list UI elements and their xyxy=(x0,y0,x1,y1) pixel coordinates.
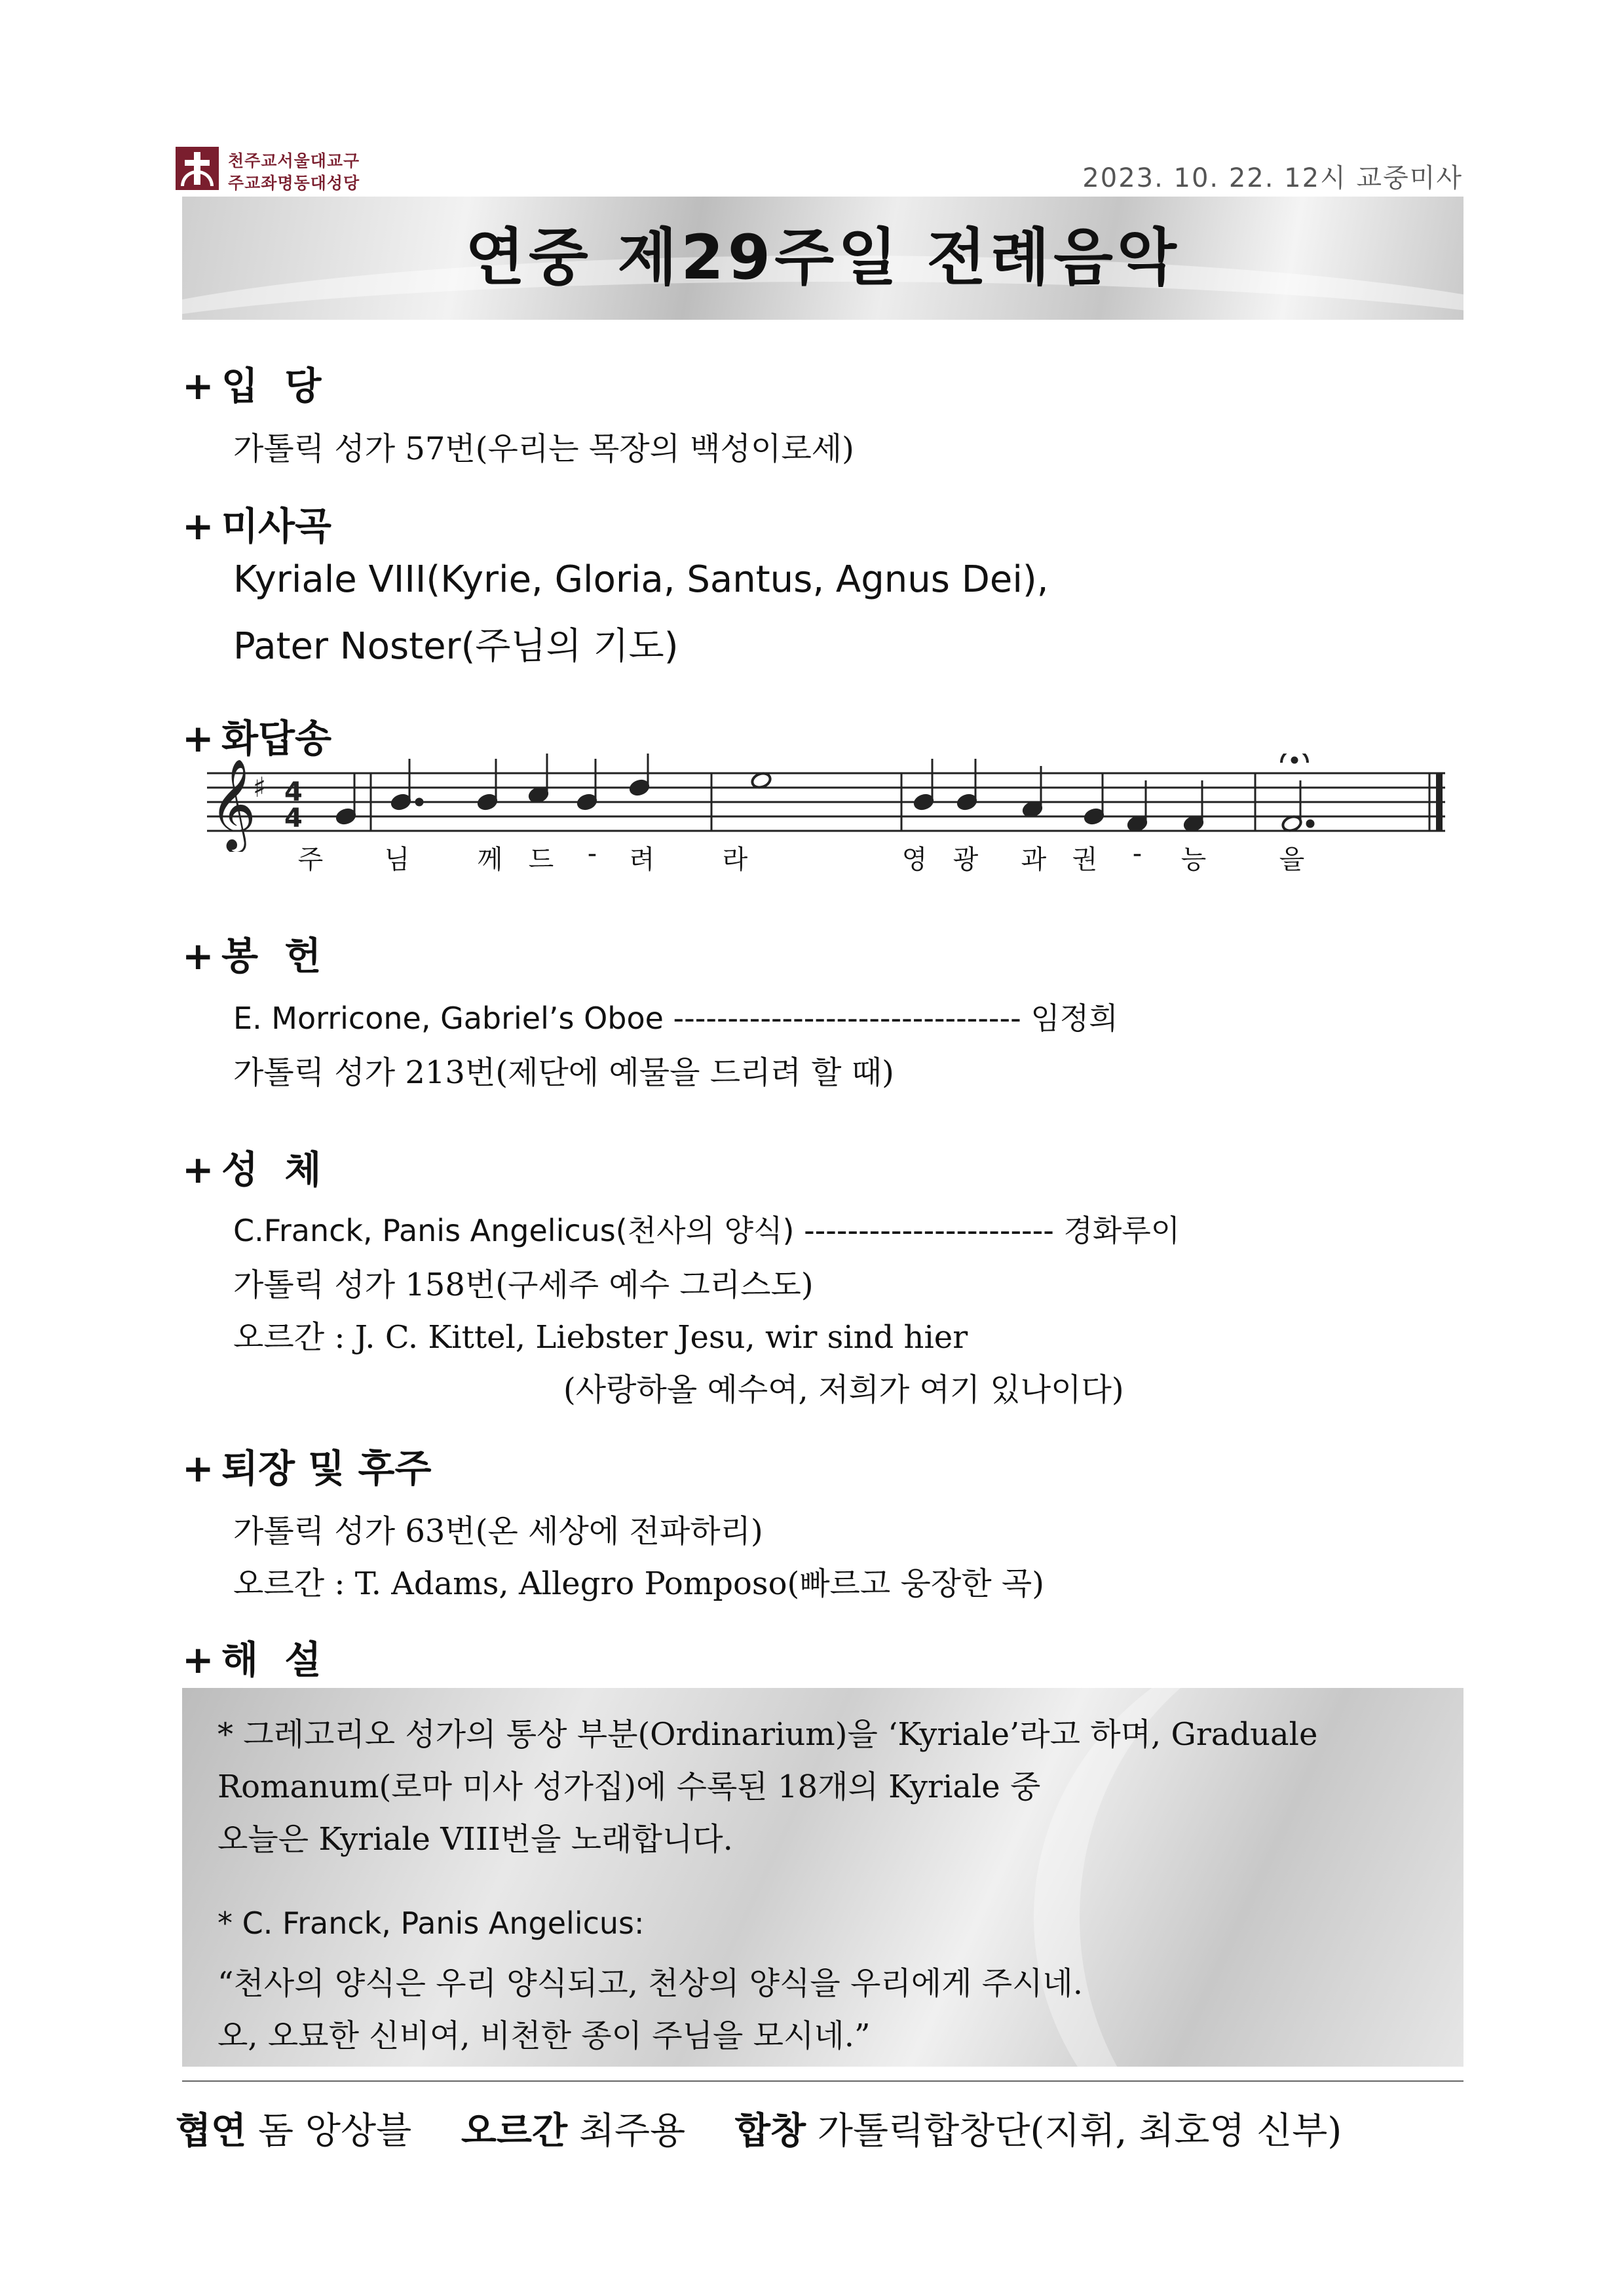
mass-date: 2023. 10. 22. 12시 교중미사 xyxy=(1082,163,1463,193)
footer-value-choir: 가톨릭합창단(지휘, 최호영 신부) xyxy=(817,2110,1342,2152)
section-heading-communion: + 성 체 xyxy=(182,1147,322,1192)
ordinary-line2: Pater Noster(주님의 기도) xyxy=(233,625,679,668)
commentary-p1-line1: * 그레고리오 성가의 통상 부분(Ordinarium)을 ‘Kyriale’라고 하며, Graduale xyxy=(217,1716,1318,1753)
logo-text-line1: 천주교서울대교구 xyxy=(228,151,360,170)
note-dot xyxy=(1307,820,1313,827)
offertory-hymn: 가톨릭 성가 213번(제단에 예물을 드리려 할 때) xyxy=(233,1054,894,1091)
communion-organ: 오르간 : J. C. Kittel, Liebster Jesu, wir sind hier xyxy=(233,1319,968,1356)
footer-label-organ: 오르간 xyxy=(461,2110,568,2152)
plus-icon: + xyxy=(182,1147,214,1192)
sharp-icon: ♯ xyxy=(253,771,267,803)
lyric-syllable: - xyxy=(1132,839,1142,869)
commentary-p2-line3: 오, 오묘한 신비여, 비천한 종이 주님을 모시네.” xyxy=(217,2018,871,2054)
communion-line1: C.Franck, Panis Angelicus(천사의 양식) ----------------------- 경화루이 xyxy=(233,1213,1180,1248)
lyric-syllable: 주 xyxy=(297,845,324,875)
logo-text-line2: 주교좌명동대성당 xyxy=(228,174,360,193)
cathedral-logo xyxy=(176,147,400,193)
plus-icon: + xyxy=(182,934,214,978)
time-signature-bottom: 4 xyxy=(284,803,303,833)
lyric-syllable: 능 xyxy=(1180,845,1207,875)
lyric-syllable: 광 xyxy=(953,845,979,875)
footer-value-organ: 최주용 xyxy=(578,2110,686,2152)
plus-icon: + xyxy=(182,716,214,761)
section-heading-entrance: + 입 당 xyxy=(182,364,322,408)
footer-value-ensemble: 돔 앙상블 xyxy=(258,2110,412,2152)
performers-footer xyxy=(176,2102,1342,2154)
plus-icon: + xyxy=(182,1637,214,1682)
cathedral-logo-icon xyxy=(176,147,219,190)
recessional-hymn: 가톨릭 성가 63번(온 세상에 전파하리) xyxy=(233,1513,763,1550)
page-title: 연중 제29주일 전례음악 xyxy=(465,222,1180,294)
time-signature-top: 4 xyxy=(284,777,303,807)
commentary-p2-line1: * C. Franck, Panis Angelicus: xyxy=(217,1905,645,1941)
ordinary-line1: Kyriale VIII(Kyrie, Gloria, Santus, Agnus Dei), xyxy=(233,558,1049,601)
footer-divider xyxy=(182,2080,1463,2082)
fermata-dot xyxy=(1292,757,1297,763)
commentary-p1-line3: 오늘은 Kyriale VIII번을 노래합니다. xyxy=(217,1821,733,1858)
lyric-syllable: 권 xyxy=(1072,845,1098,875)
section-heading-ordinary: + 미사곡 xyxy=(182,504,332,548)
lyric-syllable: 라 xyxy=(722,845,748,875)
section-heading-psalm: + 화답송 xyxy=(182,716,332,761)
lyric-syllable: 과 xyxy=(1021,845,1047,875)
note-dot xyxy=(416,799,423,805)
footer-label-ensemble: 협연 xyxy=(176,2110,247,2152)
section-heading-offertory: + 봉 헌 xyxy=(182,934,322,978)
entrance-hymn: 가톨릭 성가 57번(우리는 목장의 백성이로세) xyxy=(233,430,854,467)
lyric-syllable: 께 xyxy=(477,845,503,875)
commentary-box xyxy=(182,1688,1463,2067)
commentary-p2-line2: “천사의 양식은 우리 양식되고, 천상의 양식을 우리에게 주시네. xyxy=(217,1965,1084,2002)
psalm-music-staff xyxy=(207,754,1445,852)
plus-icon: + xyxy=(182,1446,214,1491)
communion-organ-translation: (사랑하올 예수여, 저희가 여기 있나이다) xyxy=(563,1371,1124,1408)
offertory-line1: E. Morricone, Gabriel’s Oboe -------------------------------- 임정희 xyxy=(233,1001,1118,1036)
lyric-syllable: - xyxy=(587,839,597,869)
lyric-syllable: 려 xyxy=(629,845,655,875)
footer-label-choir: 합창 xyxy=(734,2110,806,2152)
recessional-organ: 오르간 : T. Adams, Allegro Pomposo(빠르고 웅장한 곡) xyxy=(233,1565,1045,1602)
communion-hymn: 가톨릭 성가 158번(구세주 예수 그리스도) xyxy=(233,1267,814,1303)
lyric-syllable: 을 xyxy=(1279,845,1305,875)
plus-icon: + xyxy=(182,364,214,408)
title-banner xyxy=(182,197,1463,320)
lyric-syllable: 영 xyxy=(901,845,928,875)
treble-clef-icon: 𝄞 xyxy=(210,759,256,850)
section-heading-commentary: + 해 설 xyxy=(182,1637,322,1682)
lyric-syllable: 님 xyxy=(384,845,410,875)
psalm-lyrics xyxy=(207,839,1445,885)
plus-icon: + xyxy=(182,504,214,548)
commentary-p1-line2: Romanum(로마 미사 성가집)에 수록된 18개의 Kyriale 중 xyxy=(217,1769,1041,1805)
section-heading-recessional: + 퇴장 및 후주 xyxy=(182,1446,432,1491)
lyric-syllable: 드 xyxy=(528,845,554,875)
